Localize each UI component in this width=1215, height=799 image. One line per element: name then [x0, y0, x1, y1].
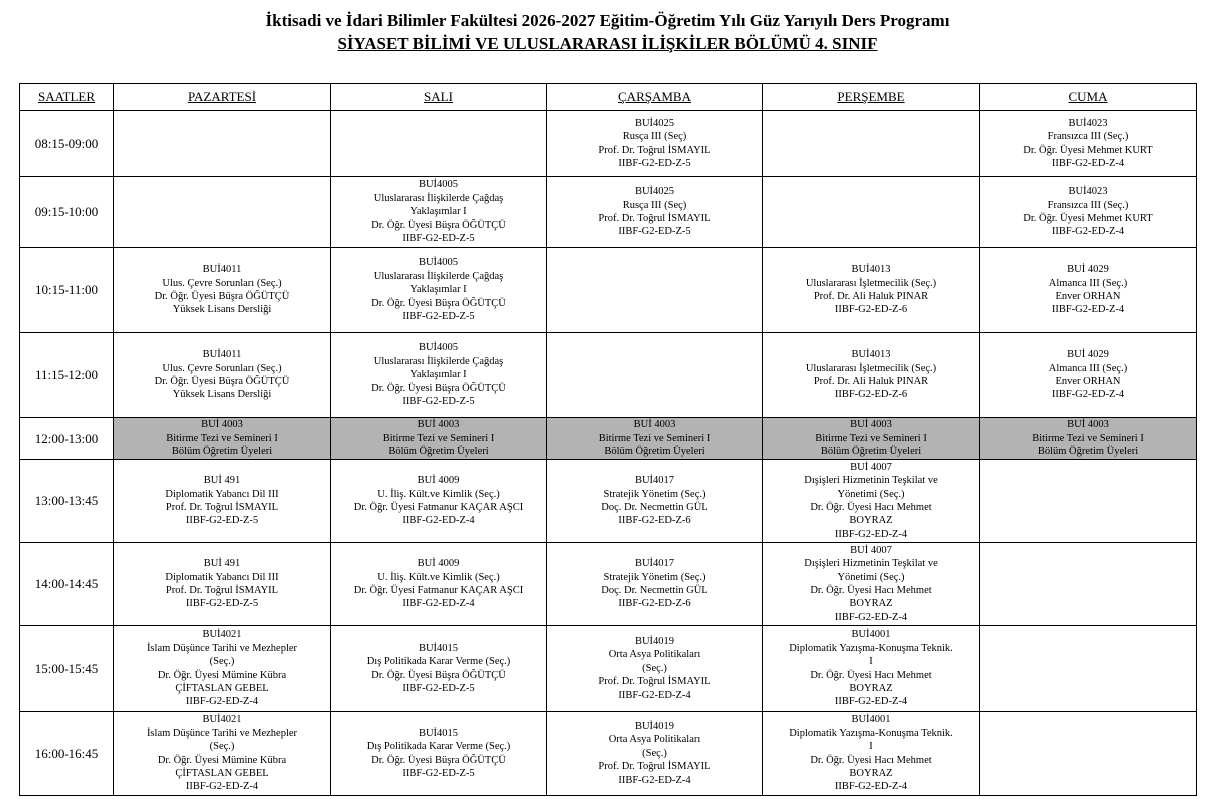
course-line: Bölüm Öğretim Üyeleri	[820, 446, 922, 458]
time-slot: 15:00-15:45	[20, 626, 114, 712]
course-line: Fransızca III (Seç.)	[1047, 199, 1129, 211]
course-line: Dışişleri Hizmetinin Teşkilat ve	[804, 475, 938, 487]
course-line: (Seç.)	[642, 662, 667, 674]
schedule-table	[19, 83, 1197, 796]
course-line: Prof. Dr. Toğrul İSMAYIL	[598, 144, 711, 156]
course-line: IIBF-G2-ED-Z-5	[618, 157, 691, 169]
course-line: IIBF-G2-ED-Z-5	[402, 767, 475, 779]
course-line: Dr. Öğr. Üyesi Mehmet KURT	[1023, 144, 1153, 156]
course-line: IIBF-G2-ED-Z-4	[834, 611, 908, 623]
course-cell-tuesday	[331, 177, 547, 248]
course-code: BUİ 4003	[201, 419, 243, 431]
course-code: BUİ 491	[203, 558, 241, 570]
course-cell-thursday	[763, 111, 980, 177]
course-cell-wednesday	[547, 333, 763, 418]
course-line: Dr. Öğr. Üyesi Büşra ÖĞÜTÇÜ	[371, 219, 506, 231]
course-cell-friday	[980, 626, 1197, 712]
schedule-row	[20, 712, 1197, 796]
header-friday: CUMA	[980, 84, 1197, 111]
course-line: Dr. Öğr. Üyesi Mehmet KURT	[1023, 213, 1153, 224]
course-line: (Seç.)	[209, 741, 235, 753]
course-line: Ulus. Çevre Sorunları (Seç.)	[162, 362, 282, 374]
course-line: Uluslararası İlişkilerde Çağdaş	[373, 355, 504, 367]
course-code: BUİ4021	[202, 714, 242, 726]
course-code: BUİ4025	[634, 117, 675, 129]
course-cell-thursday	[763, 333, 980, 418]
course-line: Orta Asya Politikaları	[608, 734, 701, 746]
course-cell-wednesday	[547, 460, 763, 543]
course-code: BUİ4005	[418, 257, 459, 269]
course-line: Dr. Öğr. Üyesi Mümine Kübra	[157, 669, 287, 681]
course-line: Yüksek Lisans Dersliği	[172, 389, 272, 401]
course-line: BOYRAZ	[849, 515, 893, 527]
course-code: BUİ 491	[203, 475, 241, 487]
course-cell-monday	[114, 543, 331, 626]
course-line: Almanca III (Seç.)	[1048, 277, 1128, 289]
course-line: Yaklaşımlar I	[410, 206, 467, 218]
course-line: Fransızca III (Seç.)	[1047, 131, 1129, 143]
course-line: IIBF-G2-ED-Z-4	[402, 515, 475, 527]
time-slot: 10:15-11:00	[20, 248, 114, 333]
course-line: Bitirme Tezi ve Semineri I	[1032, 432, 1144, 444]
course-code: BUİ 4029	[1067, 349, 1109, 361]
header-monday: PAZARTESİ	[114, 84, 331, 111]
course-line: IIBF-G2-ED-Z-5	[185, 515, 259, 527]
time-slot: 16:00-16:45	[20, 712, 114, 796]
page-title: İktisadi ve İdari Bilimler Fakültesi 2026-2027 Eğitim-Öğretim Yılı Güz Yarıyılı Ders Programı	[265, 11, 950, 30]
course-cell-wednesday	[547, 111, 763, 177]
course-line: IIBF-G2-ED-Z-4	[185, 696, 259, 708]
course-line: Uluslararası İlişkilerde Çağdaş	[373, 270, 504, 282]
course-line: (Seç.)	[209, 656, 235, 668]
course-cell-friday	[980, 111, 1197, 177]
course-line: Dr. Öğr. Üyesi Hacı Mehmet	[810, 585, 932, 596]
page-subtitle: SİYASET BİLİMİ VE ULUSLARARASI İLİŞKİLER BÖLÜMÜ 4. SINIF	[337, 34, 878, 53]
course-line: Bitirme Tezi ve Semineri I	[166, 432, 278, 444]
course-code: BUİ4001	[851, 629, 891, 641]
course-line: Doç. Dr. Necmettin GÜL	[601, 502, 708, 513]
schedule-row	[20, 248, 1197, 333]
schedule-row	[20, 111, 1197, 177]
course-line: Prof. Dr. Toğrul İSMAYIL	[598, 213, 711, 224]
course-line: Bitirme Tezi ve Semineri I	[598, 432, 711, 444]
course-cell-tuesday	[331, 626, 547, 712]
course-code: BUİ 4003	[633, 419, 676, 431]
time-slot: 13:00-13:45	[20, 460, 114, 543]
course-line: Rusça III (Seç)	[622, 131, 687, 143]
course-line: Yönetimi (Seç.)	[837, 488, 905, 500]
header-row	[20, 84, 1197, 111]
course-line: İslam Düşünce Tarihi ve Mezhepler	[146, 642, 298, 654]
course-line: IIBF-G2-ED-Z-6	[618, 515, 691, 527]
course-line: IIBF-G2-ED-Z-4	[1051, 226, 1125, 238]
course-line: IIBF-G2-ED-Z-4	[402, 598, 475, 610]
course-line: Dr. Öğr. Üyesi Hacı Mehmet	[810, 754, 932, 766]
course-cell-thursday	[763, 248, 980, 333]
course-cell-thursday	[763, 543, 980, 626]
course-line: Dr. Öğr. Üyesi Büşra ÖĞÜTÇÜ	[371, 754, 506, 766]
course-line: Ulus. Çevre Sorunları (Seç.)	[162, 277, 282, 289]
course-line: (Seç.)	[642, 747, 667, 759]
course-cell-tuesday	[331, 248, 547, 333]
course-cell-monday	[114, 111, 331, 177]
course-line: ÇİFTASLAN GEBEL	[175, 682, 269, 694]
course-line: Dış Politikada Karar Verme (Seç.)	[366, 656, 511, 668]
course-code: BUİ 4009	[417, 558, 460, 570]
course-code: BUİ4021	[202, 629, 242, 641]
course-code: BUİ 4003	[850, 419, 892, 431]
course-line: İslam Düşünce Tarihi ve Mezhepler	[146, 727, 298, 739]
course-cell-tuesday	[331, 543, 547, 626]
course-code: BUİ 4009	[417, 475, 460, 487]
course-code: BUİ4017	[634, 475, 675, 487]
course-cell-monday	[114, 460, 331, 543]
course-cell-thursday	[763, 460, 980, 543]
course-code: BUİ4013	[851, 264, 891, 276]
course-line: ÇİFTASLAN GEBEL	[175, 767, 269, 779]
course-code: BUİ4023	[1068, 117, 1108, 129]
course-line: Bölüm Öğretim Üyeleri	[388, 446, 489, 458]
course-line: U. İliş. Kült.ve Kimlik (Seç.)	[377, 571, 500, 583]
course-line: IIBF-G2-ED-Z-6	[834, 304, 908, 316]
course-line: Diplomatik Yazışma-Konuşma Teknik.	[789, 727, 953, 739]
course-code: BUİ 4007	[850, 461, 892, 473]
course-line: BOYRAZ	[849, 598, 893, 610]
course-code: BUİ4005	[418, 179, 459, 191]
course-code: BUİ4019	[634, 720, 675, 732]
header-thursday: PERŞEMBE	[763, 84, 980, 111]
header-tuesday: SALI	[331, 84, 547, 111]
course-cell-friday	[980, 460, 1197, 543]
course-cell-thursday	[763, 712, 980, 796]
course-code: BUİ4025	[634, 186, 675, 198]
course-cell-tuesday	[331, 333, 547, 418]
course-cell-wednesday	[547, 177, 763, 248]
course-line: Uluslararası İşletmecilik (Seç.)	[805, 277, 937, 289]
course-line: Diplomatik Yabancı Dil III	[165, 571, 279, 583]
course-line: Prof. Dr. Toğrul İSMAYIL	[165, 585, 279, 596]
schedule-row	[20, 177, 1197, 248]
course-line: Dr. Öğr. Üyesi Hacı Mehmet	[810, 669, 932, 681]
course-line: Diplomatik Yabancı Dil III	[165, 488, 279, 500]
course-line: IIBF-G2-ED-Z-4	[185, 781, 259, 793]
course-cell-wednesday	[547, 626, 763, 712]
course-line: Stratejik Yönetim (Seç.)	[603, 488, 706, 500]
course-line: Dr. Öğr. Üyesi Büşra ÖĞÜTÇÜ	[154, 376, 290, 387]
course-line: IIBF-G2-ED-Z-5	[402, 682, 475, 694]
course-line: Dr. Öğr. Üyesi Büşra ÖĞÜTÇÜ	[371, 382, 506, 394]
course-cell-tuesday	[331, 712, 547, 796]
schedule-row	[20, 543, 1197, 626]
course-line: Orta Asya Politikaları	[608, 649, 701, 661]
course-cell-friday	[980, 418, 1197, 460]
course-line: Rusça III (Seç)	[622, 199, 687, 211]
course-line: Dr. Öğr. Üyesi Mümine Kübra	[157, 754, 287, 766]
course-line: Dr. Öğr. Üyesi Fatmanur KAÇAR AŞCI	[353, 585, 524, 596]
course-line: Prof. Dr. Toğrul İSMAYIL	[598, 676, 711, 688]
course-line: Stratejik Yönetim (Seç.)	[603, 571, 706, 583]
schedule-row	[20, 626, 1197, 712]
course-code: BUİ4015	[418, 727, 459, 739]
course-line: Dr. Öğr. Üyesi Hacı Mehmet	[810, 502, 932, 513]
course-cell-monday	[114, 248, 331, 333]
course-line: IIBF-G2-ED-Z-4	[618, 774, 691, 786]
course-code: BUİ 4029	[1067, 264, 1109, 276]
header-wednesday: ÇARŞAMBA	[547, 84, 763, 111]
course-line: Prof. Dr. Toğrul İSMAYIL	[165, 502, 279, 513]
course-code: BUİ4005	[418, 342, 459, 354]
time-slot: 12:00-13:00	[20, 418, 114, 460]
course-line: Bölüm Öğretim Üyeleri	[171, 446, 273, 458]
course-line: Dr. Öğr. Üyesi Büşra ÖĞÜTÇÜ	[371, 297, 506, 309]
course-line: Bölüm Öğretim Üyeleri	[1037, 446, 1139, 458]
course-cell-thursday	[763, 418, 980, 460]
course-line: IIBF-G2-ED-Z-4	[834, 696, 908, 708]
course-line: Diplomatik Yazışma-Konuşma Teknik.	[789, 642, 953, 654]
course-line: BOYRAZ	[849, 682, 893, 694]
schedule-row	[20, 333, 1197, 418]
course-cell-thursday	[763, 177, 980, 248]
course-line: Dr. Öğr. Üyesi Fatmanur KAÇAR AŞCI	[353, 502, 524, 513]
course-line: IIBF-G2-ED-Z-5	[402, 396, 475, 408]
course-line: I	[869, 741, 873, 753]
time-slot: 11:15-12:00	[20, 333, 114, 418]
schedule-body	[20, 111, 1197, 796]
course-line: IIBF-G2-ED-Z-4	[1051, 157, 1125, 169]
course-line: Uluslararası İlişkilerde Çağdaş	[373, 192, 504, 204]
course-cell-friday	[980, 543, 1197, 626]
course-code: BUİ 4007	[850, 544, 892, 556]
course-line: Enver ORHAN	[1055, 376, 1121, 387]
course-line: Yüksek Lisans Dersliği	[172, 304, 272, 316]
course-line: IIBF-G2-ED-Z-5	[402, 233, 475, 245]
course-line: IIBF-G2-ED-Z-4	[1051, 389, 1125, 401]
course-line: Bitirme Tezi ve Semineri I	[815, 432, 927, 444]
course-cell-thursday	[763, 626, 980, 712]
course-code: BUİ4015	[418, 642, 459, 654]
course-line: Dışişleri Hizmetinin Teşkilat ve	[804, 558, 938, 570]
course-code: BUİ 4003	[417, 419, 460, 431]
time-slot: 09:15-10:00	[20, 177, 114, 248]
course-line: U. İliş. Kült.ve Kimlik (Seç.)	[377, 488, 500, 500]
course-line: Yaklaşımlar I	[410, 369, 467, 381]
course-line: Dış Politikada Karar Verme (Seç.)	[366, 741, 511, 753]
course-code: BUİ4011	[202, 264, 242, 276]
course-line: IIBF-G2-ED-Z-5	[402, 311, 475, 323]
course-code: BUİ4017	[634, 558, 675, 570]
course-line: Enver ORHAN	[1055, 291, 1121, 302]
course-line: IIBF-G2-ED-Z-5	[185, 598, 259, 610]
course-line: IIBF-G2-ED-Z-5	[618, 226, 691, 238]
course-line: Almanca III (Seç.)	[1048, 362, 1128, 374]
schedule-row	[20, 460, 1197, 543]
course-line: IIBF-G2-ED-Z-4	[618, 689, 691, 701]
course-cell-tuesday	[331, 418, 547, 460]
course-line: IIBF-G2-ED-Z-6	[834, 389, 908, 401]
course-code: BUİ4011	[202, 349, 242, 361]
course-cell-monday	[114, 712, 331, 796]
course-line: Bitirme Tezi ve Semineri I	[382, 432, 495, 444]
header-time: SAATLER	[20, 84, 114, 111]
course-line: Dr. Öğr. Üyesi Büşra ÖĞÜTÇÜ	[154, 291, 290, 302]
course-line: Yönetimi (Seç.)	[837, 571, 905, 583]
course-cell-friday	[980, 712, 1197, 796]
course-cell-monday	[114, 333, 331, 418]
course-line: Prof. Dr. Ali Haluk PINAR	[813, 291, 929, 302]
course-line: Yaklaşımlar I	[410, 284, 467, 296]
course-line: BOYRAZ	[849, 767, 893, 779]
course-cell-wednesday	[547, 418, 763, 460]
course-cell-monday	[114, 626, 331, 712]
course-line: IIBF-G2-ED-Z-4	[834, 528, 908, 540]
course-cell-monday	[114, 418, 331, 460]
course-code: BUİ4013	[851, 349, 891, 361]
course-cell-monday	[114, 177, 331, 248]
schedule-row	[20, 418, 1197, 460]
course-line: Prof. Dr. Ali Haluk PINAR	[813, 376, 929, 387]
course-line: Dr. Öğr. Üyesi Büşra ÖĞÜTÇÜ	[371, 669, 506, 681]
course-cell-friday	[980, 177, 1197, 248]
time-slot: 08:15-09:00	[20, 111, 114, 177]
course-cell-tuesday	[331, 111, 547, 177]
course-cell-wednesday	[547, 248, 763, 333]
course-line: Prof. Dr. Toğrul İSMAYIL	[598, 761, 711, 773]
time-slot: 14:00-14:45	[20, 543, 114, 626]
course-line: Uluslararası İşletmecilik (Seç.)	[805, 362, 937, 374]
course-code: BUİ4019	[634, 635, 675, 647]
course-line: Doç. Dr. Necmettin GÜL	[601, 585, 708, 596]
course-code: BUİ4001	[851, 714, 891, 726]
course-line: IIBF-G2-ED-Z-4	[834, 781, 908, 793]
course-line: Bölüm Öğretim Üyeleri	[604, 446, 705, 458]
course-cell-wednesday	[547, 543, 763, 626]
course-line: IIBF-G2-ED-Z-6	[618, 598, 691, 610]
course-code: BUİ4023	[1068, 186, 1108, 198]
course-cell-wednesday	[547, 712, 763, 796]
course-cell-friday	[980, 333, 1197, 418]
course-line: I	[869, 656, 873, 668]
course-line: IIBF-G2-ED-Z-4	[1051, 304, 1125, 316]
course-cell-friday	[980, 248, 1197, 333]
course-cell-tuesday	[331, 460, 547, 543]
course-code: BUİ 4003	[1067, 419, 1109, 431]
